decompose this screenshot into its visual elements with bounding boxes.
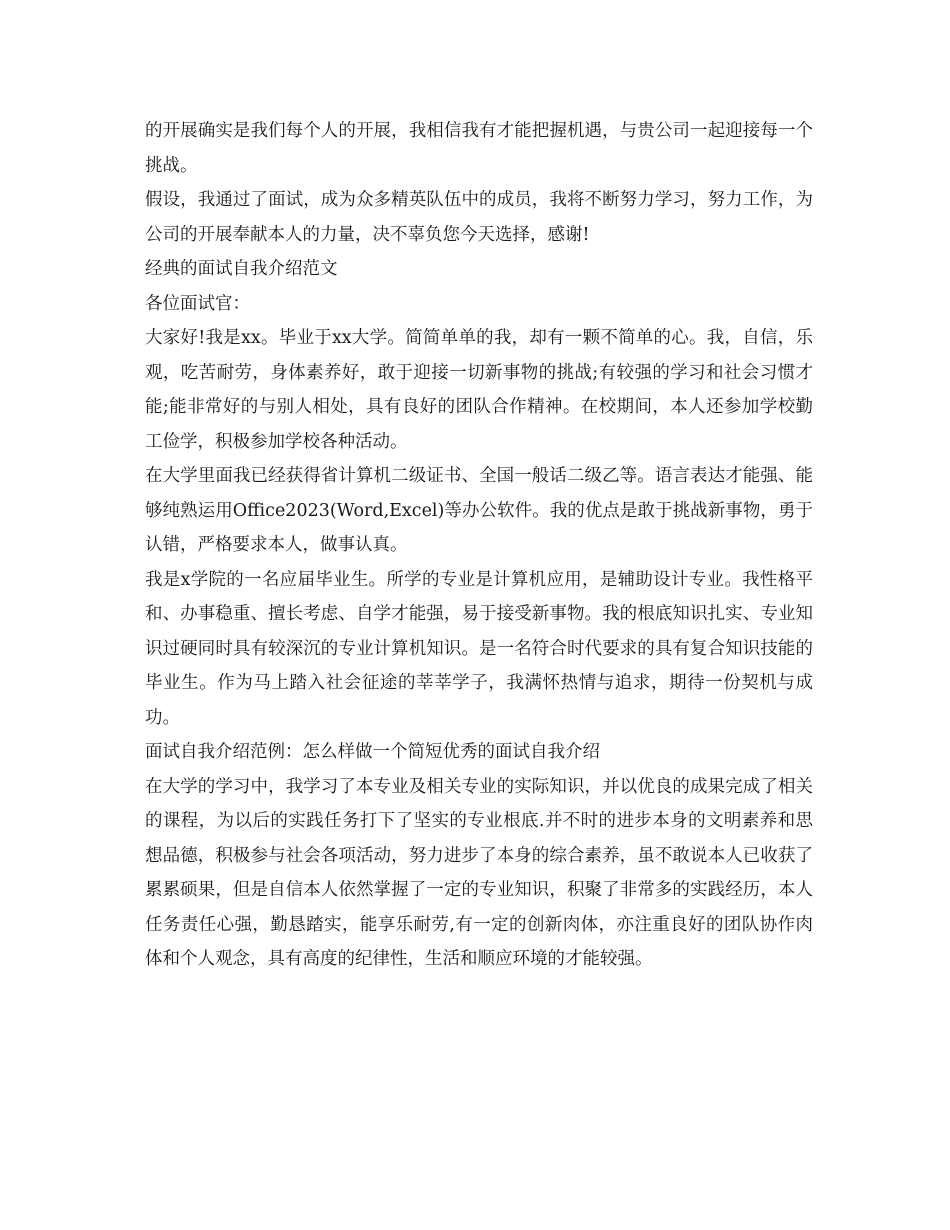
paragraph-certificates: 在大学里面我已经获得省计算机二级证书、全国一般话二级乙等。语言表达才能强、能够纯熟运用Office2023(Word,Excel)等办公软件。我的优点是敢于挑战新事物，勇于认错，严格要求本人，做事认真。	[145, 466, 813, 555]
section-heading-example: 面试自我介绍范例：怎么样做一个简短优秀的面试自我介绍	[145, 742, 600, 762]
section-heading-classic-intro: 经典的面试自我介绍范文	[145, 259, 338, 279]
paragraph-commitment: 假设，我通过了面试，成为众多精英队伍中的成员，我将不断努力学习，努力工作，为公司的开展奉献本人的力量，决不辜负您今天选择，感谢!	[145, 190, 813, 245]
paragraph-university-study: 在大学的学习中，我学习了本专业及相关专业的实际知识，并以优良的成果完成了相关的课程，为以后的实践任务打下了坚实的专业根底.并不时的进步本身的文明素养和思想品德，积极参与社会各项活动，努力进步了本身的综合素养，虽不敢说本人已收获了累累硕果，但是自信本人依然掌握了一定的专业知识，积聚了非常多的实践经历，本人任务责任心强，勤恳踏实，能享乐耐劳,有一定的创新肉体，亦注重良好的团队协作肉体和个人观念，具有高度的纪律性，生活和顺应环境的才能较强。	[145, 776, 813, 969]
document-body	[145, 114, 813, 977]
salutation: 各位面试官：	[145, 293, 250, 314]
paragraph-graduate-profile: 我是x学院的一名应届毕业生。所学的专业是计算机应用，是辅助设计专业。我性格平和、办事稳重、擅长考虑、自学才能强，易于接受新事物。我的根底知识扎实、专业知识过硬同时具有较深沉的专业计算机知识。是一名符合时代要求的具有复合知识技能的毕业生。作为马上踏入社会征途的莘莘学子，我满怀热情与追求，期待一份契机与成功。	[145, 569, 813, 728]
paragraph-self-intro: 大家好!我是xx。毕业于xx大学。简简单单的我，却有一颗不简单的心。我，自信，乐观，吃苦耐劳，身体素养好，敢于迎接一切新事物的挑战;有较强的学习和社会习惯才能;能非常好的与别人相处，具有良好的团队合作精神。在校期间，本人还参加学校勤工俭学，积极参加学校各种活动。	[145, 328, 813, 452]
paragraph-closing-remark: 的开展确实是我们每个人的开展，我相信我有才能把握机遇，与贵公司一起迎接每一个挑战。	[145, 121, 813, 176]
